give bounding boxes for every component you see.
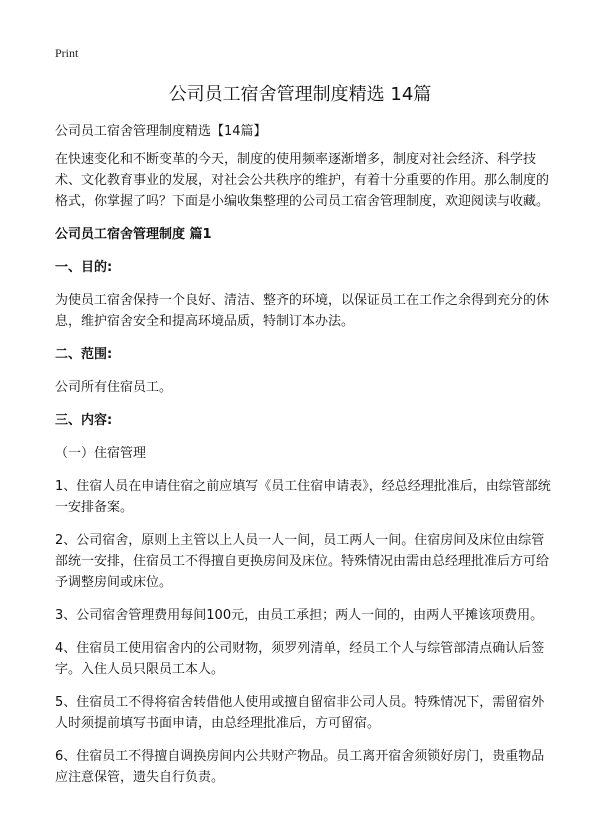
list-item: 3、公司宿舍管理费用每间100元，由员工承担；两人一间的，由两人平摊该项费用。 [55, 608, 544, 623]
intro-paragraph: 在快速变化和不断变革的今天，制度的使用频率逐渐增多，制度对社会经济、科学技术、文化教育事业的发展，对社会公共秩序的维护，有着十分重要的作用。那么制度的格式，你掌握了吗？下面是小编收集整理的公司员工宿舍管理制度，欢迎阅读与收藏。 [55, 152, 550, 209]
section-heading-purpose: 一、目的: [55, 260, 113, 275]
section-text-purpose: 为使员工宿舍保持一个良好、清洁、整齐的环境，以保证员工在工作之余得到充分的休息，维护宿舍安全和提高环境品质，特制订本办法。 [55, 293, 550, 329]
list-item: 6、住宿员工不得擅自调换房间内公共财产物品。员工离开宿舍须锁好房门，贵重物品应注意保管，遗失自行负责。 [55, 749, 545, 785]
print-link[interactable]: Print [55, 46, 79, 60]
page-title: 公司员工宿舍管理制度精选 14篇 [168, 84, 432, 105]
list-item: 2、公司宿舍，原则上主管以上人员一人一间，员工两人一间。住宿房间及床位由综管部统一安排，住宿员工不得擅自更换房间及床位。特殊情况由需由总经理批准后方可给予调整房间或床位。 [55, 533, 550, 590]
list-item: 4、住宿员工使用宿舍内的公司财物，须罗列清单，经员工个人与综管部清点确认后签字。入住人员只限员工本人。 [55, 641, 545, 677]
section-heading-content: 三、内容: [55, 413, 113, 428]
section-heading-scope: 二、范围: [55, 347, 113, 362]
list-item: 1、住宿人员在申请住宿之前应填写《员工住宿申请表》，经总经理批准后，由综管部统一安排备案。 [55, 479, 551, 515]
part-heading: 公司员工宿舍管理制度 篇1 [55, 227, 212, 242]
subsection-heading-housing: （一）住宿管理 [55, 446, 147, 461]
document-body [55, 121, 555, 800]
section-text-scope: 公司所有住宿员工。 [55, 380, 173, 395]
document-subtitle: 公司员工宿舍管理制度精选【14篇】 [55, 124, 267, 139]
list-item: 5、住宿员工不得将宿舍转借他人使用或擅自留宿非公司人员。特殊情况下，需留宿外人时须提前填写书面申请，由总经理批准后，方可留宿。 [55, 695, 545, 731]
